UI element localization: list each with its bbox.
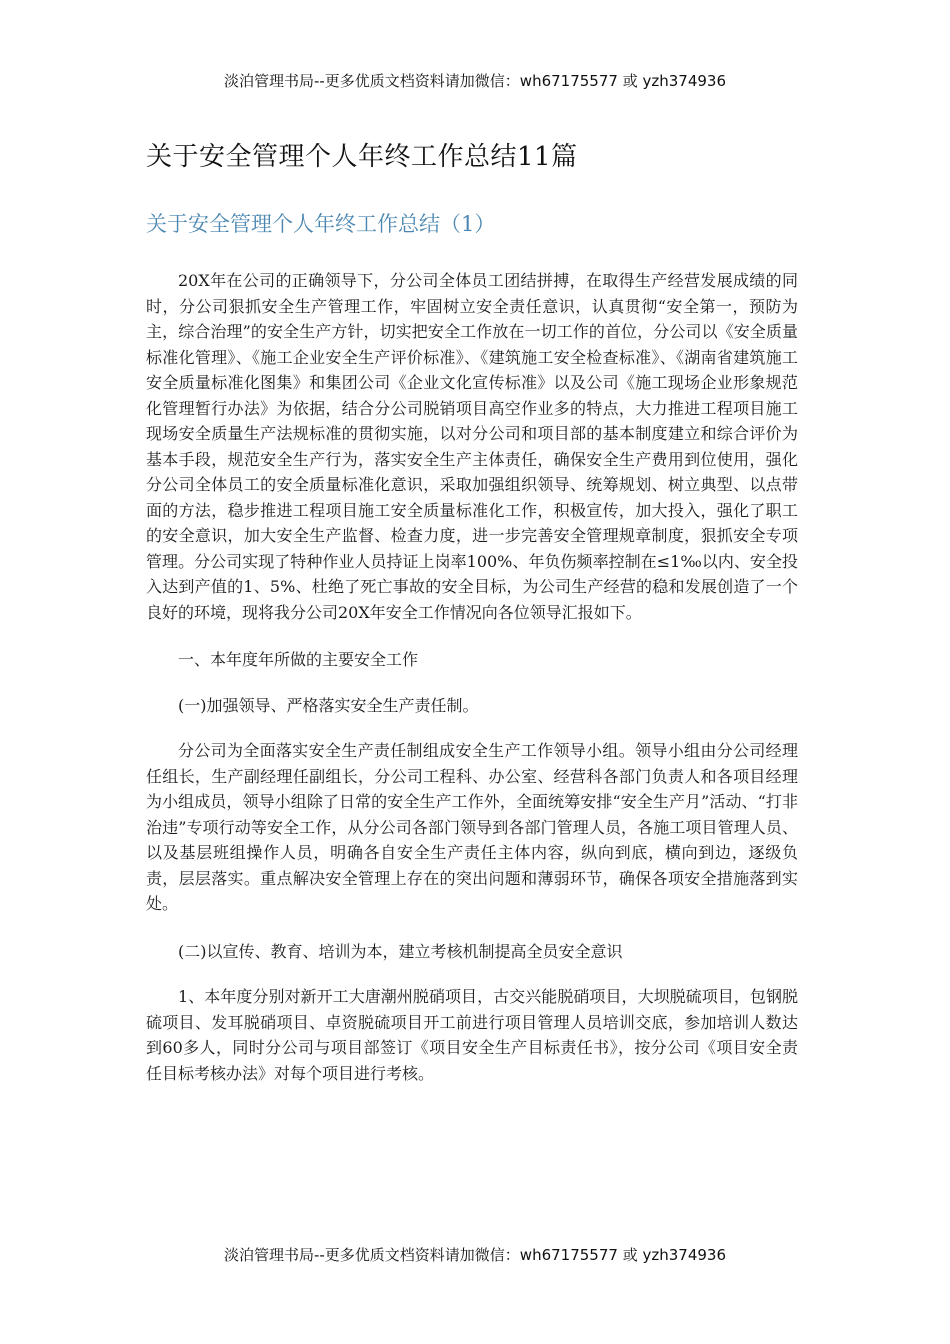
section-heading-main-work: 一、本年度年所做的主要安全工作	[178, 650, 419, 669]
document-body	[146, 268, 798, 1108]
document-title: 关于安全管理个人年终工作总结11篇	[146, 142, 578, 172]
subsection-heading-training: (二)以宣传、教育、培训为本，建立考核机制提高全员安全意识	[178, 941, 623, 961]
page-footer: 淡泊管理书局--更多优质文档资料请加微信：wh67175577 或 yzh374936	[223, 1246, 726, 1264]
subsection-heading-leadership: (一)加强领导、严格落实安全生产责任制。	[178, 695, 479, 715]
leadership-paragraph: 分公司为全面落实安全生产责任制组成安全生产工作领导小组。领导小组由分公司经理任组长，生产副经理任副组长，分公司工程科、办公室、经营科各部门负责人和各项目经理为小组成员，领导小组除了日常的安全生产工作外，全面统筹安排“安全生产月”活动、“打非治违”专项行动等安全工作，从分公司各部门领导到各部门管理人员，各施工项目管理人员、以及基层班组操作人员，明确各自安全生产责任主体内容，纵向到底，横向到边，逐级负责，层层落实。重点解决安全管理上存在的突出问题和薄弱环节，确保各项安全措施落到实处。	[146, 741, 798, 913]
intro-paragraph: 20X年在公司的正确领导下，分公司全体员工团结拼搏，在取得生产经营发展成绩的同时，分公司狠抓安全生产管理工作，牢固树立安全责任意识，认真贯彻“安全第一，预防为主，综合治理”的安全生产方针，切实把安全工作放在一切工作的首位，分公司以《安全质量标准化管理》、《施工企业安全生产评价标准》、《建筑施工安全检查标准》、《湖南省建筑施工安全质量标准化图集》和集团公司《企业文化宣传标准》以及公司《施工现场企业形象规范化管理暂行办法》为依据，结合分公司脱销项目高空作业多的特点，大力推进工程项目施工现场安全质量生产法规标准的贯彻实施，以对分公司和项目部的基本制度建立和综合评价为基本手段，规范安全生产行为，落实安全生产主体责任，确保安全生产费用到位使用，强化分公司全体员工的安全质量标准化意识，采取加强组织领导、统筹规划、树立典型、以点带面的方法，稳步推进工程项目施工安全质量标准化工作，积极宣传，加大投入，强化了职工的安全意识，加大安全生产监督、检查力度，进一步完善安全管理规章制度，狠抓安全专项管理。分公司实现了特种作业人员持证上岗率100%、年负伤频率控制在≤1‰以内、安全投入达到产值的1、5%、杜绝了死亡事故的安全目标，为公司生产经营的稳和发展创造了一个良好的环境，现将我分公司20X年安全工作情况向各位领导汇报如下。	[146, 271, 798, 622]
training-paragraph: 1、本年度分别对新开工大唐潮州脱硝项目，古交兴能脱硝项目，大坝脱硫项目，包钢脱硫项目、发耳脱硝项目、卓资脱硫项目开工前进行项目管理人员培训交底，参加培训人数达到60多人，同时分公司与项目部签订《项目安全生产目标责任书》，按分公司《项目安全责任目标考核办法》对每个项目进行考核。	[146, 987, 798, 1083]
page-header: 淡泊管理书局--更多优质文档资料请加微信：wh67175577 或 yzh374936	[223, 72, 726, 90]
section-title: 关于安全管理个人年终工作总结（1）	[146, 212, 496, 236]
